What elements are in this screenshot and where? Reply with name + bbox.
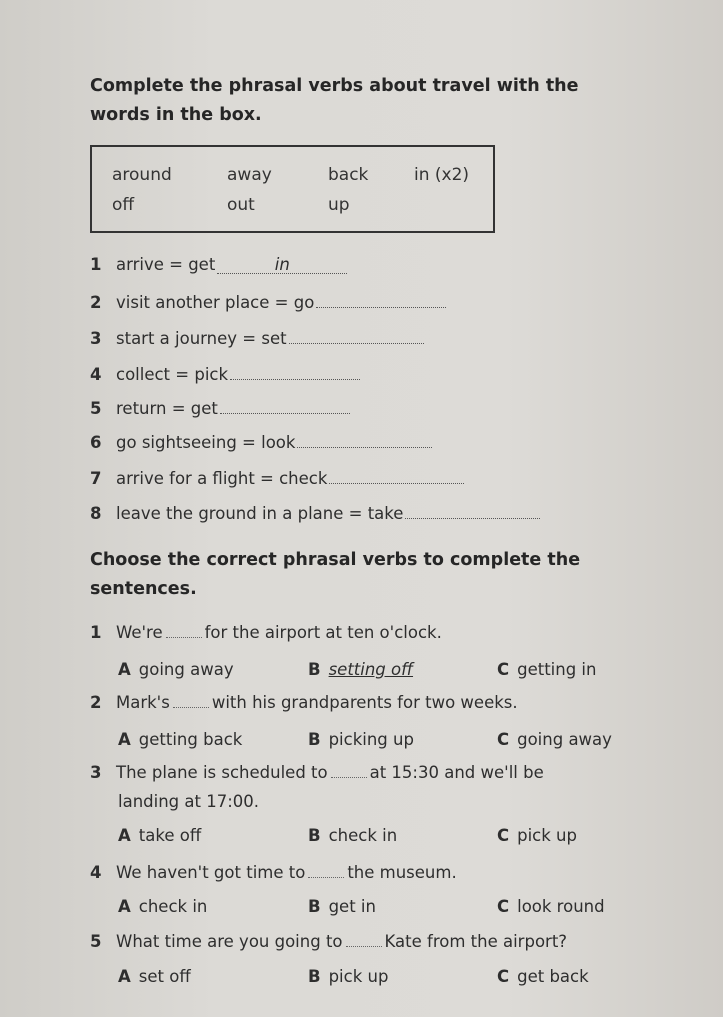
answer-option-b[interactable]	[308, 897, 376, 916]
answer-blank[interactable]	[289, 325, 424, 344]
question-number: 1	[90, 623, 102, 642]
question	[90, 863, 457, 882]
item-prompt: leave the ground in a plane = take	[116, 504, 404, 523]
answer-option-b[interactable]	[308, 826, 397, 845]
answer-option-a[interactable]	[118, 967, 191, 986]
question-blank[interactable]	[308, 863, 344, 878]
option-text: pick up	[517, 826, 577, 845]
section1-heading	[90, 72, 630, 130]
exercise-item	[90, 325, 424, 348]
answer-blank[interactable]	[230, 361, 360, 380]
question-number: 5	[90, 932, 102, 951]
option-text: look round	[517, 897, 605, 916]
option-letter: C	[497, 897, 510, 916]
question-number: 3	[90, 763, 102, 782]
answer-option-b[interactable]	[308, 967, 388, 986]
item-number: 1	[90, 255, 102, 274]
question-text-before: We haven't got time to	[116, 863, 306, 882]
option-text: set off	[138, 967, 191, 986]
item-number: 5	[90, 399, 102, 418]
question-text-after: at 15:30 and we'll be	[369, 763, 544, 782]
answer-blank[interactable]	[329, 465, 464, 484]
question-number: 2	[90, 693, 102, 712]
item-number: 7	[90, 469, 102, 488]
exercise-item	[90, 500, 540, 523]
answer-option-b[interactable]	[308, 730, 414, 749]
question-number: 4	[90, 863, 102, 882]
option-text: going away	[517, 730, 612, 749]
option-text: setting off	[328, 660, 414, 679]
question-text-before: The plane is scheduled to	[116, 763, 328, 782]
option-text: picking up	[328, 730, 414, 749]
question-text-before: What time are you going to	[116, 932, 343, 951]
heading-line: words in the box.	[90, 105, 262, 125]
exercise-item	[90, 289, 446, 312]
option-text: going away	[138, 660, 234, 679]
option-text: getting back	[138, 730, 243, 749]
answer-blank[interactable]	[220, 395, 350, 414]
question-continuation: landing at 17:00.	[118, 792, 260, 811]
answer-option-a[interactable]	[118, 897, 207, 916]
answer-option-c[interactable]	[497, 730, 612, 749]
answer-blank[interactable]: in	[217, 255, 347, 274]
answer-option-c[interactable]	[497, 660, 596, 679]
item-number: 3	[90, 329, 102, 348]
question-text-after: the museum.	[347, 863, 457, 882]
heading-line: Complete the phrasal verbs about travel with the	[90, 76, 579, 96]
option-letter: B	[308, 730, 321, 749]
box-word: away	[227, 165, 272, 185]
option-letter: B	[308, 826, 321, 845]
question-text-after: with his grandparents for two weeks.	[211, 693, 518, 712]
exercise-item	[90, 361, 360, 384]
answer-blank[interactable]	[297, 429, 432, 448]
exercise-item	[90, 255, 347, 274]
question-blank[interactable]	[346, 932, 382, 947]
option-text: getting in	[517, 660, 597, 679]
option-letter: C	[497, 967, 510, 986]
option-letter: A	[118, 826, 131, 845]
question	[90, 693, 518, 712]
option-text: get in	[328, 897, 376, 916]
answer-option-c[interactable]	[497, 826, 577, 845]
item-number: 4	[90, 365, 102, 384]
option-letter: A	[118, 660, 131, 679]
section2-heading	[90, 546, 630, 604]
item-prompt: start a journey = set	[116, 329, 287, 348]
option-letter: B	[308, 660, 321, 679]
option-letter: A	[118, 967, 131, 986]
heading-line: sentences.	[90, 579, 197, 599]
item-prompt: go sightseeing = look	[116, 433, 296, 452]
item-prompt: arrive for a flight = check	[116, 469, 328, 488]
item-number: 2	[90, 293, 102, 312]
box-word: in (x2)	[414, 165, 470, 185]
question	[90, 932, 567, 951]
answer-option-a[interactable]	[118, 826, 201, 845]
option-text: pick up	[328, 967, 389, 986]
box-word: around	[112, 165, 172, 185]
option-letter: C	[497, 730, 510, 749]
option-letter: A	[118, 897, 131, 916]
box-word: up	[328, 195, 350, 215]
option-letter: C	[497, 660, 510, 679]
box-word: out	[227, 195, 255, 215]
word-box	[90, 145, 495, 233]
box-word: back	[328, 165, 369, 185]
question-blank[interactable]	[331, 763, 367, 778]
box-word: off	[112, 195, 135, 215]
answer-option-a[interactable]	[118, 730, 242, 749]
question-blank[interactable]	[173, 693, 209, 708]
question-text-after: for the airport at ten o'clock.	[204, 623, 442, 642]
item-number: 6	[90, 433, 102, 452]
item-prompt: visit another place = go	[116, 293, 315, 312]
question-text-before: We're	[116, 623, 163, 642]
exercise-item	[90, 429, 432, 452]
option-text: take off	[138, 826, 202, 845]
option-letter: C	[497, 826, 510, 845]
item-prompt: arrive = get	[116, 255, 216, 274]
answer-blank[interactable]	[405, 500, 540, 519]
item-prompt: return = get	[116, 399, 218, 418]
question-blank[interactable]	[166, 623, 202, 638]
answer-option-c[interactable]	[497, 897, 605, 916]
question	[90, 623, 442, 642]
answer-blank[interactable]	[316, 289, 446, 308]
option-letter: B	[308, 967, 321, 986]
option-letter: B	[308, 897, 321, 916]
answer-option-a[interactable]	[118, 660, 234, 679]
item-number: 8	[90, 504, 102, 523]
question-text-before: Mark's	[116, 693, 170, 712]
option-text: check in	[138, 897, 208, 916]
exercise-item	[90, 465, 464, 488]
question-text-after: Kate from the airport?	[384, 932, 568, 951]
option-letter: A	[118, 730, 131, 749]
item-prompt: collect = pick	[116, 365, 229, 384]
heading-line: Choose the correct phrasal verbs to complete the	[90, 550, 581, 570]
option-text: get back	[517, 967, 589, 986]
answer-option-c[interactable]	[497, 967, 589, 986]
exercise-item	[90, 395, 350, 418]
answer-option-b[interactable]	[308, 660, 413, 679]
option-text: check in	[328, 826, 398, 845]
question	[90, 763, 544, 782]
